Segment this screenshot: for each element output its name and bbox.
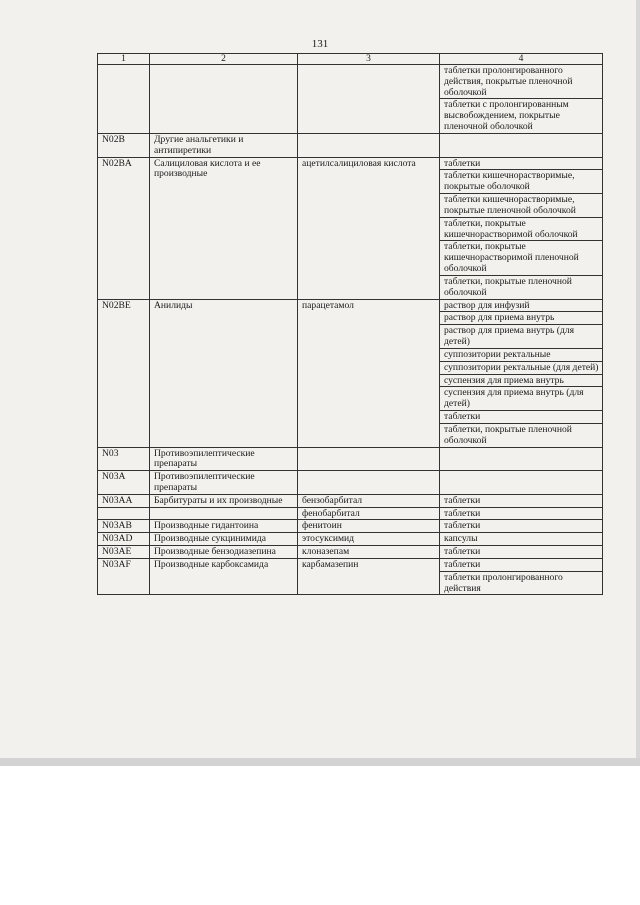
- atc-code-cell: N03: [98, 447, 150, 471]
- group-name-cell: Противоэпилептические препараты: [150, 471, 298, 495]
- atc-code-cell: N02B: [98, 133, 150, 157]
- drug-name-cell: парацетамол: [298, 299, 440, 447]
- atc-code-cell: [98, 507, 150, 520]
- dosage-form-cell: [440, 133, 603, 157]
- dosage-form-cell: таблетки: [440, 494, 603, 507]
- group-name-cell: Производные сукцинимида: [150, 533, 298, 546]
- group-name-cell: Противоэпилептические препараты: [150, 447, 298, 471]
- drug-name-cell: [298, 447, 440, 471]
- dosage-form-cell: суппозитории ректальные (для детей): [440, 361, 603, 374]
- table-row: [98, 447, 603, 471]
- dosage-form-cell: раствор для инфузий: [440, 299, 603, 312]
- atc-code-cell: N03AF: [98, 558, 150, 594]
- table-row: [98, 507, 603, 520]
- drug-name-cell: бензобарбитал: [298, 494, 440, 507]
- drug-name-cell: фенитоин: [298, 520, 440, 533]
- atc-code-cell: N03AD: [98, 533, 150, 546]
- atc-code-cell: N03A: [98, 471, 150, 495]
- group-name-cell: Производные карбоксамида: [150, 558, 298, 594]
- drug-name-cell: [298, 65, 440, 134]
- dosage-form-cell: [440, 471, 603, 495]
- atc-code-cell: [98, 65, 150, 134]
- group-name-cell: Другие анальгетики и антипиретики: [150, 133, 298, 157]
- group-name-cell: Анилиды: [150, 299, 298, 447]
- table-row: [98, 558, 603, 571]
- table-row: [98, 299, 603, 312]
- table-row: [98, 533, 603, 546]
- dosage-form-cell: таблетки, покрытые кишечнорастворимой пленочной оболочкой: [440, 241, 603, 275]
- dosage-form-cell: суппозитории ректальные: [440, 348, 603, 361]
- drug-name-cell: [298, 471, 440, 495]
- table-row: [98, 471, 603, 495]
- group-name-cell: [150, 507, 298, 520]
- group-name-cell: Салициловая кислота и ее производные: [150, 157, 298, 299]
- table-row: [98, 546, 603, 559]
- dosage-form-cell: таблетки с пролонгированным высвобождением, покрытые пленочной оболочкой: [440, 99, 603, 133]
- table-row: [98, 157, 603, 170]
- dosage-form-cell: таблетки: [440, 507, 603, 520]
- group-name-cell: Барбитураты и их производные: [150, 494, 298, 507]
- dosage-form-cell: таблетки: [440, 411, 603, 424]
- dosage-form-cell: таблетки: [440, 157, 603, 170]
- drug-name-cell: [298, 133, 440, 157]
- atc-code-cell: N03AE: [98, 546, 150, 559]
- drug-name-cell: этосуксимид: [298, 533, 440, 546]
- atc-code-cell: N02BA: [98, 157, 150, 299]
- dosage-form-cell: таблетки кишечнорастворимые, покрытые пленочной оболочкой: [440, 194, 603, 218]
- dosage-form-cell: таблетки пролонгированного действия: [440, 571, 603, 595]
- group-name-cell: Производные бензодиазепина: [150, 546, 298, 559]
- table-row: [98, 520, 603, 533]
- table-row: [98, 133, 603, 157]
- drug-name-cell: клоназепам: [298, 546, 440, 559]
- drug-name-cell: фенобарбитал: [298, 507, 440, 520]
- group-name-cell: [150, 65, 298, 134]
- dosage-form-cell: суспензия для приема внутрь: [440, 374, 603, 387]
- dosage-form-cell: таблетки кишечнорастворимые, покрытые оболочкой: [440, 170, 603, 194]
- dosage-form-cell: таблетки: [440, 546, 603, 559]
- atc-code-cell: N03AA: [98, 494, 150, 507]
- table-header-row: [98, 54, 603, 65]
- dosage-form-cell: таблетки, покрытые пленочной оболочкой: [440, 275, 603, 299]
- dosage-form-cell: таблетки: [440, 520, 603, 533]
- dosage-form-cell: раствор для приема внутрь: [440, 312, 603, 325]
- dosage-form-cell: раствор для приема внутрь (для детей): [440, 325, 603, 349]
- dosage-form-cell: [440, 447, 603, 471]
- table-row: [98, 65, 603, 99]
- column-header: 1: [98, 54, 150, 65]
- drug-table: [97, 53, 603, 595]
- column-header: 2: [150, 54, 298, 65]
- group-name-cell: Производные гидантоина: [150, 520, 298, 533]
- dosage-form-cell: капсулы: [440, 533, 603, 546]
- dosage-form-cell: таблетки пролонгированного действия, покрытые пленочной оболочкой: [440, 65, 603, 99]
- dosage-form-cell: таблетки, покрытые кишечнорастворимой оболочкой: [440, 217, 603, 241]
- column-header: 4: [440, 54, 603, 65]
- drug-name-cell: карбамазепин: [298, 558, 440, 594]
- table-row: [98, 494, 603, 507]
- column-header: 3: [298, 54, 440, 65]
- dosage-form-cell: суспензия для приема внутрь (для детей): [440, 387, 603, 411]
- drug-name-cell: ацетилсалициловая кислота: [298, 157, 440, 299]
- atc-code-cell: N02BE: [98, 299, 150, 447]
- atc-code-cell: N03AB: [98, 520, 150, 533]
- page-number: 131: [311, 38, 329, 50]
- dosage-form-cell: таблетки: [440, 558, 603, 571]
- dosage-form-cell: таблетки, покрытые пленочной оболочкой: [440, 423, 603, 447]
- scan-edge: [0, 758, 640, 766]
